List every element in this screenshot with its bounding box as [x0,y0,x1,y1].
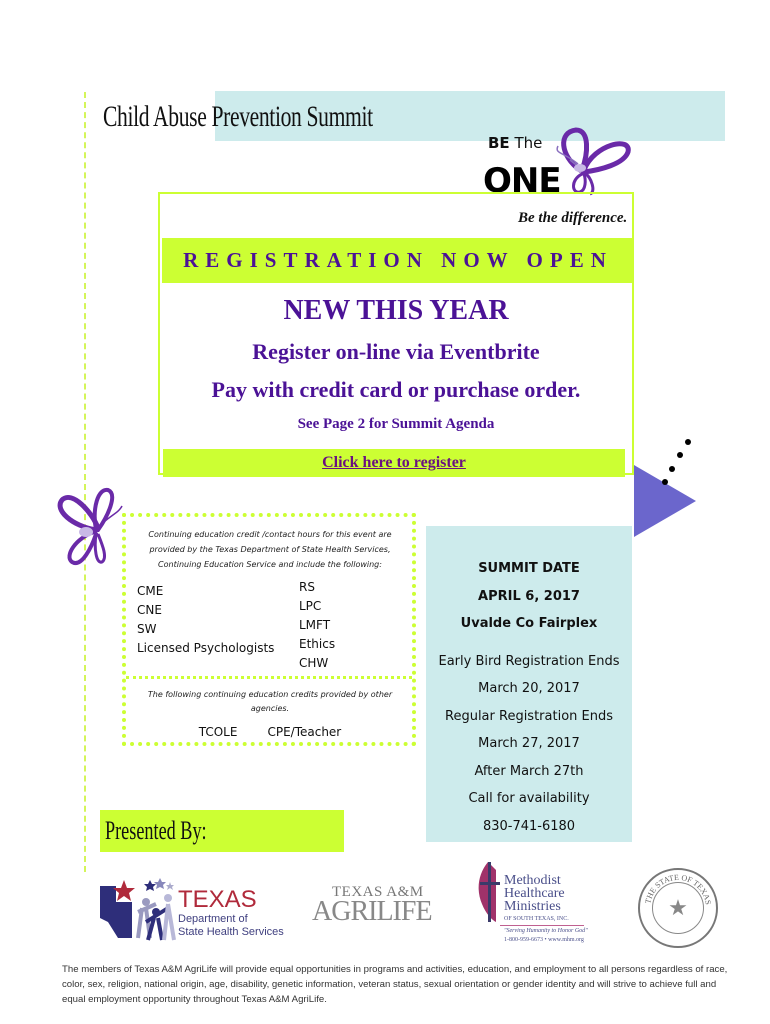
svg-text:THE STATE OF TEXAS: THE STATE OF TEXAS [643,872,713,906]
presented-by-label: Presented By: [105,816,207,845]
credit-item: Ethics [299,637,336,651]
dshs-texas-text: TEXAS [178,886,257,913]
triangle-decoration [634,465,696,537]
star-icon: ★ [652,882,704,934]
credit-item: CNE [137,603,162,617]
agrilife-logo [312,884,440,928]
after-label: After March 27th [474,764,584,779]
registration-banner [162,238,634,283]
dot-decoration [677,452,683,458]
dot-decoration [669,466,675,472]
availability-text: Call for availability [468,791,590,806]
tagline-be-the [488,134,542,152]
methodist-line2: Healthcare [504,886,565,901]
credits-right-column [299,578,335,673]
other-credit-item: CPE/Teacher [267,725,342,739]
credits-intro: Continuing education credit /contact hours for this event are provided by the Texas Department of State Health Services, Continuing Education Service and include the following: [148,530,392,569]
credit-item: LPC [299,599,322,613]
dshs-sub1: Department of [178,913,248,925]
methodist-motto: "Serving Humanity to Honor God" [504,928,588,934]
register-online-text: Register on-line via Eventbrite [252,339,540,364]
dot-decoration [685,439,691,445]
register-link[interactable]: Click here to register [322,454,466,471]
dot-decoration [662,479,668,485]
credit-item: LMFT [299,618,331,632]
credits-divider [126,676,412,679]
other-credits-row [130,725,410,739]
butterfly-icon [52,486,132,570]
credit-item: CHW [299,656,329,670]
agenda-note: See Page 2 for Summit Agenda [297,416,495,432]
regular-label: Regular Registration Ends [445,709,613,724]
phone-number: 830-741-6180 [482,819,576,834]
credit-item: SW [137,622,157,636]
equal-opportunity-statement: The members of Texas A&M AgriLife will provide equal opportunities in programs and activities, education, and employment to all persons regardless of race, color, sex, religion, national origin, age, disability, genetic information, veteran status, sexual orientation or gender identity and will strive to achieve full and equal employment opportunity throughout Texas A&M AgriLife. [62,964,728,1005]
tagline-subtitle: Be the difference. [518,210,628,226]
methodist-logo [474,860,594,950]
other-credits-intro: The following continuing education credits provided by other agencies. [147,690,393,713]
tagline-the: The [514,134,543,152]
left-dashed-rule [84,92,86,872]
credit-item: CME [137,584,164,598]
registration-banner-text: REGISTRATION NOW OPEN [183,248,613,272]
summit-venue: Uvalde Co Fairplex [460,616,598,631]
dshs-logo [98,872,288,942]
dshs-sub2: State Health Services [178,926,284,938]
other-credit-item: TCOLE [198,725,238,739]
methodist-line1: Methodist [504,873,561,888]
texas-map-icon [98,878,178,942]
texas-state-seal [638,868,718,948]
new-this-year-heading: NEW THIS YEAR [283,295,509,326]
cross-flame-icon [474,860,500,924]
credits-left-column [137,582,274,658]
methodist-line4: OF SOUTH TEXAS, INC. [504,916,569,922]
summit-date: APRIL 6, 2017 [478,589,580,604]
methodist-line3: Ministries [504,899,561,914]
tagline-be: BE [488,134,510,152]
page-title: Child Abuse Prevention Summit [103,100,373,133]
early-bird-label: Early Bird Registration Ends [438,654,620,669]
credit-item: RS [299,580,315,594]
summit-date-label: SUMMIT DATE [478,561,580,576]
register-link-bar [163,449,625,477]
tagline-one: ONE [483,161,561,201]
agrilife-top-text: TEXAS A&M [332,884,424,900]
methodist-divider [500,925,584,926]
payment-text: Pay with credit card or purchase order. [211,377,581,402]
agrilife-main-text: AGRILIFE [312,896,432,927]
early-bird-date: March 20, 2017 [478,681,580,696]
regular-date: March 27, 2017 [478,736,580,751]
presented-by-banner [100,810,344,852]
credit-item: Licensed Psychologists [137,641,275,655]
butterfly-icon [540,126,635,198]
methodist-contact: 1-800-959-6673 • www.mhm.org [504,937,584,943]
